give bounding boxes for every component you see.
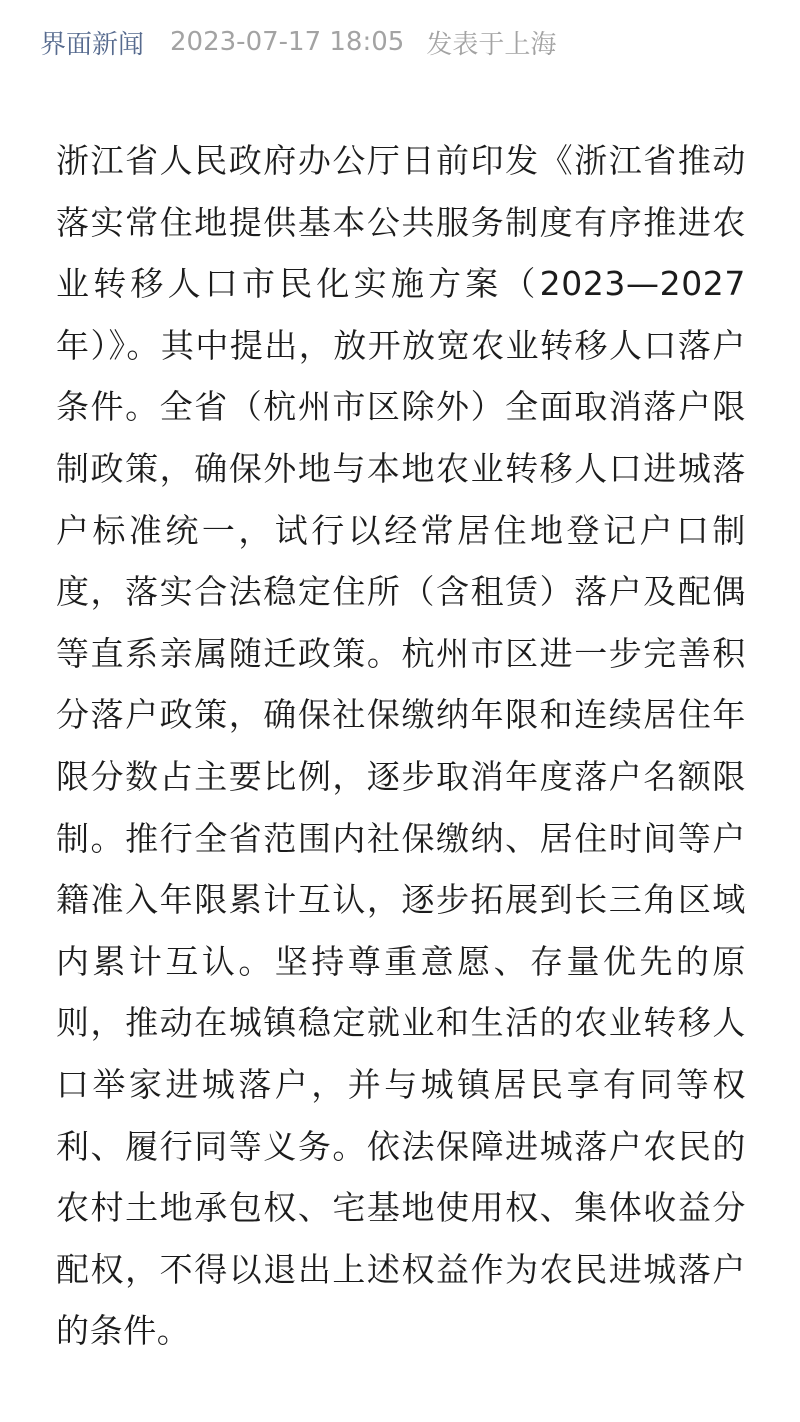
publish-timestamp: 2023-07-17 18:05 — [170, 27, 405, 57]
source-name[interactable]: 界面新闻 — [40, 29, 145, 60]
publish-location: 发表于上海 — [426, 29, 557, 60]
article-meta-bar — [40, 18, 556, 66]
article-body: 浙江省人民政府办公厅日前印发《浙江省推动落实常住地提供基本公共服务制度有序推进农业转移人口市民化实施方案（2023—2027年）》。其中提出，放开放宽农业转移人口落户条件。全省（杭州市区除外）全面取消落户限制政策，确保外地与本地农业转移人口进城落户标准统一，试行以经常居住地登记户口制度，落实合法稳定住所（含租赁）落户及配偶等直系亲属随迁政策。杭州市区进一步完善积分落户政策，确保社保缴纳年限和连续居住年限分数占主要比例，逐步取消年度落户名额限制。推行全省范围内社保缴纳、居住时间等户籍准入年限累计互认，逐步拓展到长三角区域内累计互认。坚持尊重意愿、存量优先的原则，推动在城镇稳定就业和生活的农业转移人口举家进城落户，并与城镇居民享有同等权利、履行同等义务。依法保障进城落户农民的农村土地承包权、宅基地使用权、集体收益分配权，不得以退出上述权益作为农民进城落户的条件。 — [56, 141, 746, 1351]
